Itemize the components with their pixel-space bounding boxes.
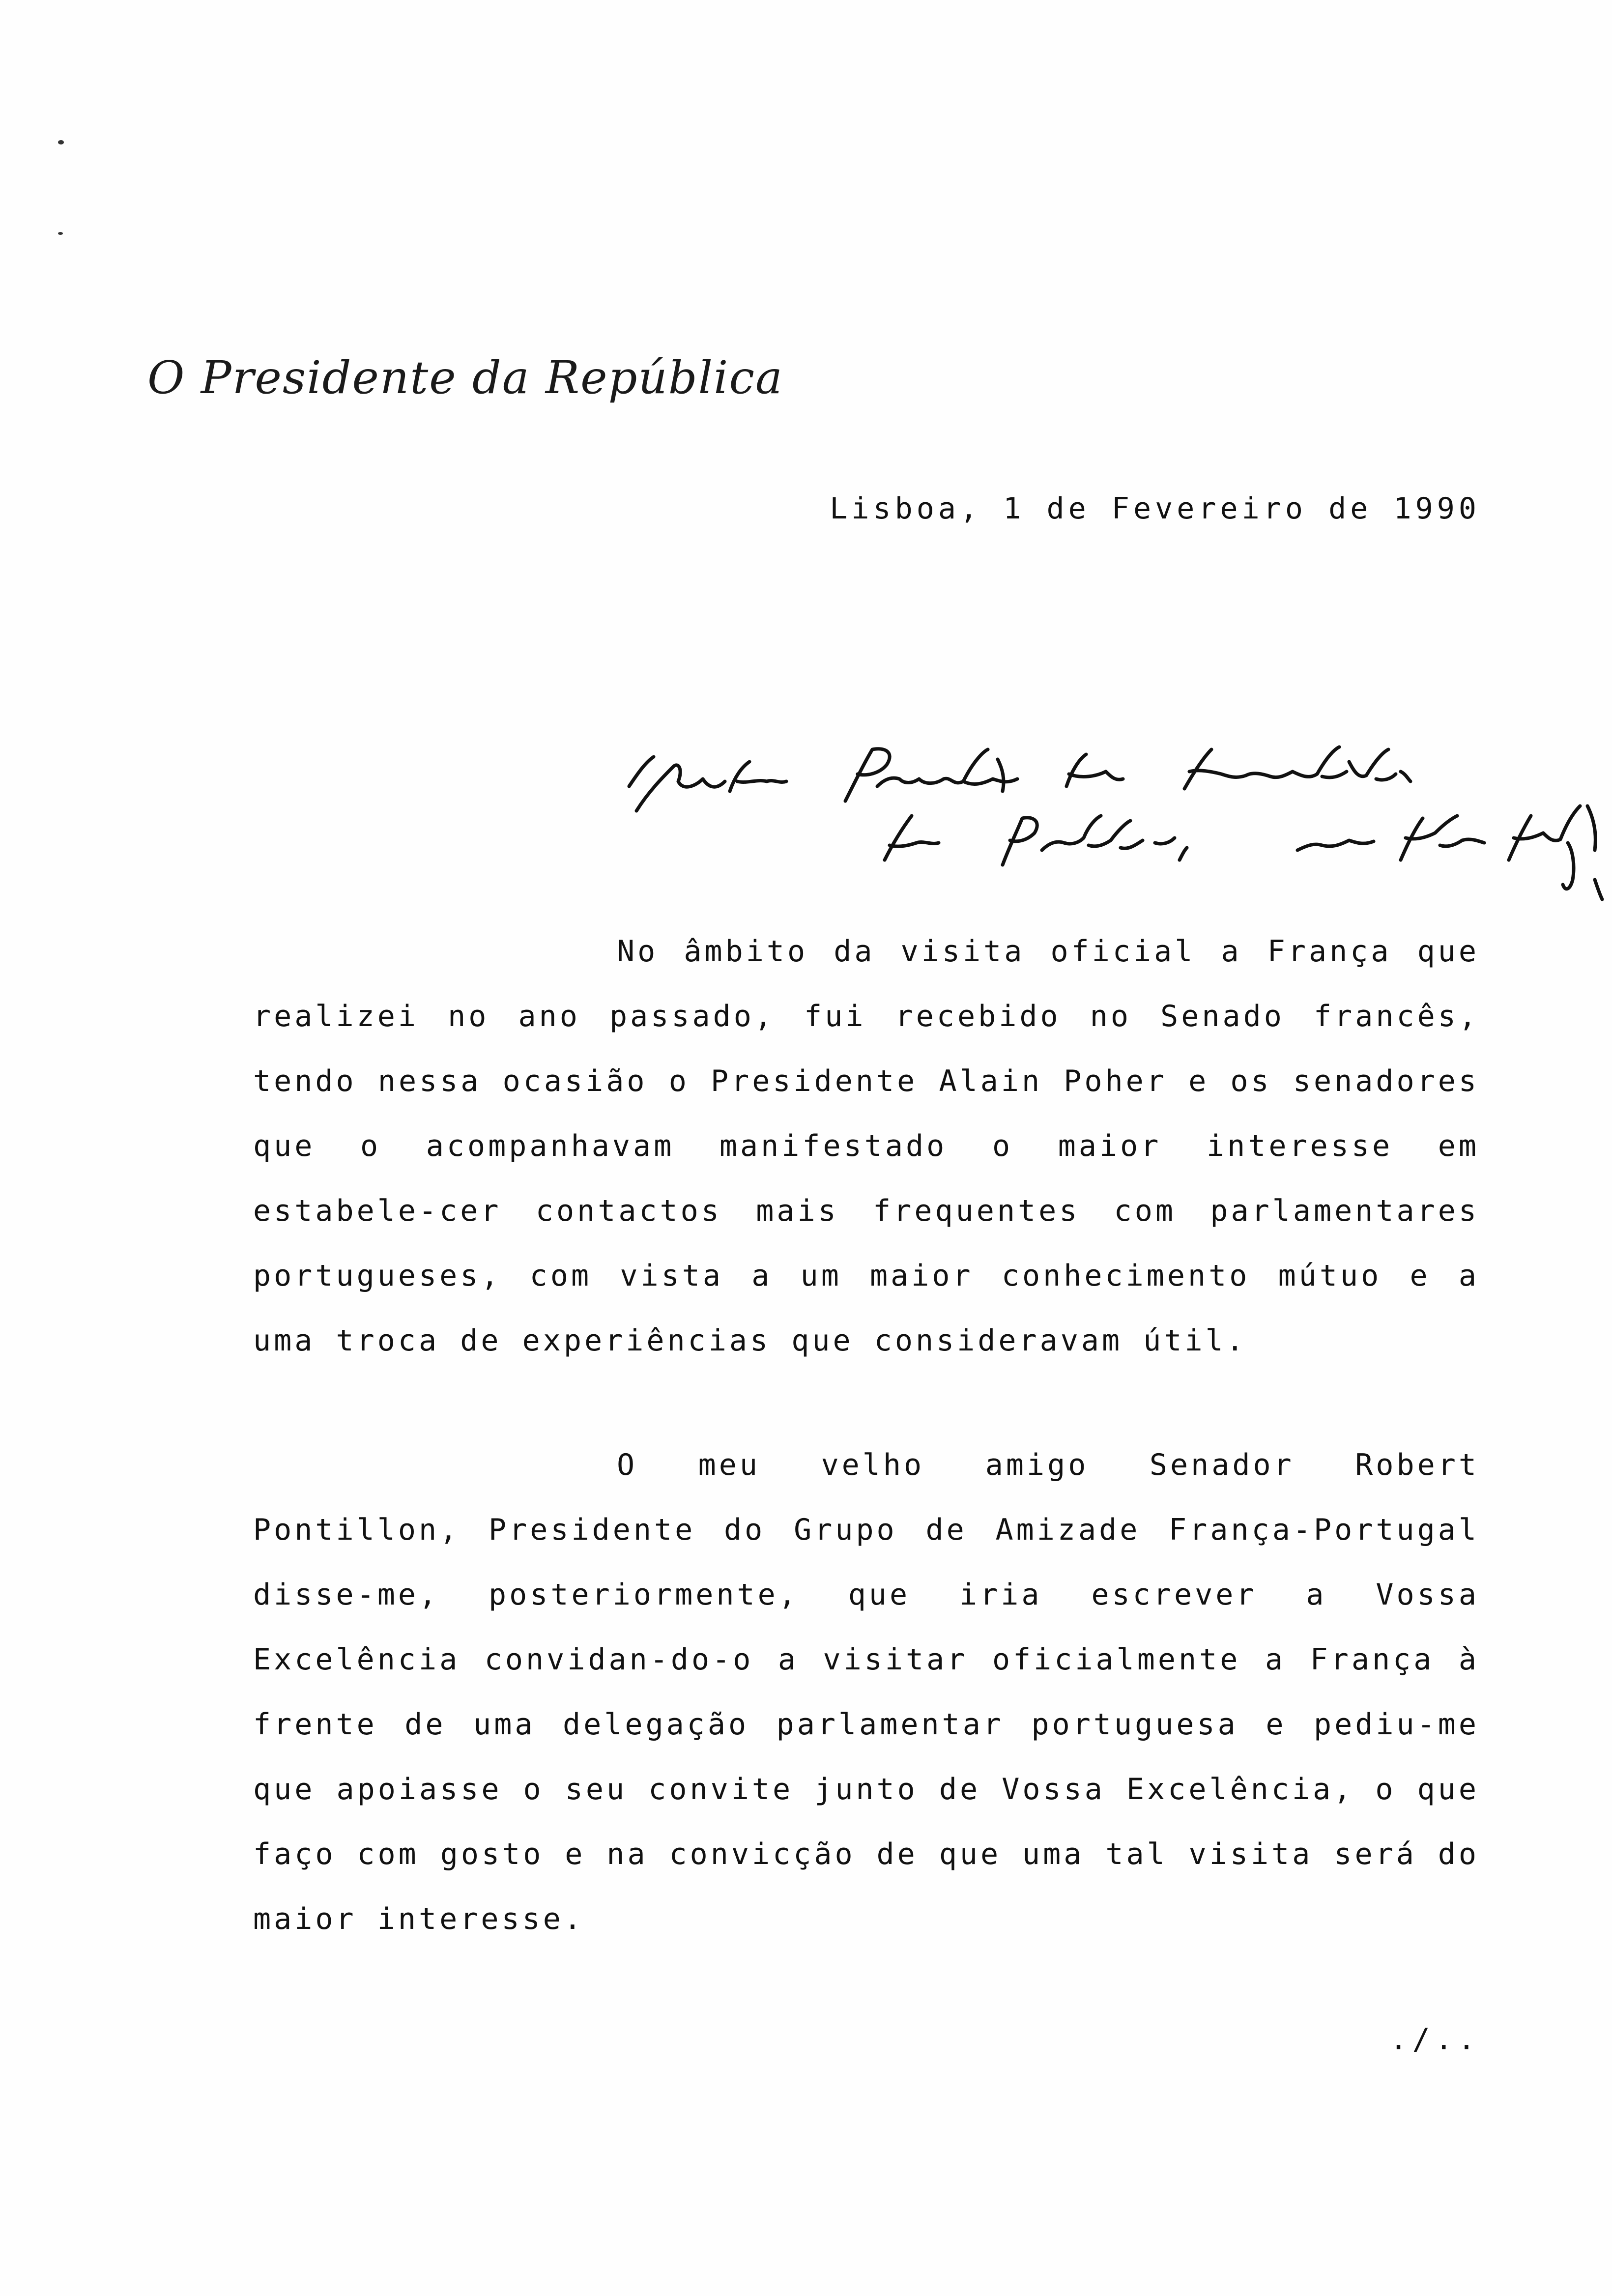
handwritten-salutation xyxy=(609,732,1612,939)
scan-speck xyxy=(58,140,64,144)
body-paragraph-1: No âmbito da visita oficial a França que realizei no ano passado, fui recebido no Senado francês, tendo nessa ocasião o Presidente Alain Poher e os senadores que o acompanhavam manifestado o maior interesse em estabele-cer contactos mais frequentes com parlamentares portugueses, com vista a um maior conhecimento mútuo e a uma troca de experiências que consideravam útil. xyxy=(253,934,1479,1358)
scan-speck xyxy=(58,232,63,235)
letterhead-title: O Presidente da República xyxy=(147,351,783,404)
body-paragraph-2: O meu velho amigo Senador Robert Pontillon, Presidente do Grupo de Amizade França-Portugal disse-me, posteriormente, que iria escrever a Vossa Excelência convidan-do-o a visitar oficialmente a França à frente de uma delegação parlamentar portuguesa e pediu-me que apoiasse o seu convite junto de Vossa Excelência, o que faço com gosto e na convicção de que uma tal visita será do maior interesse. xyxy=(253,1448,1479,1936)
continuation-mark: ./.. xyxy=(1389,2022,1480,2057)
date-line: Lisboa, 1 de Fevereiro de 1990 xyxy=(830,491,1480,526)
